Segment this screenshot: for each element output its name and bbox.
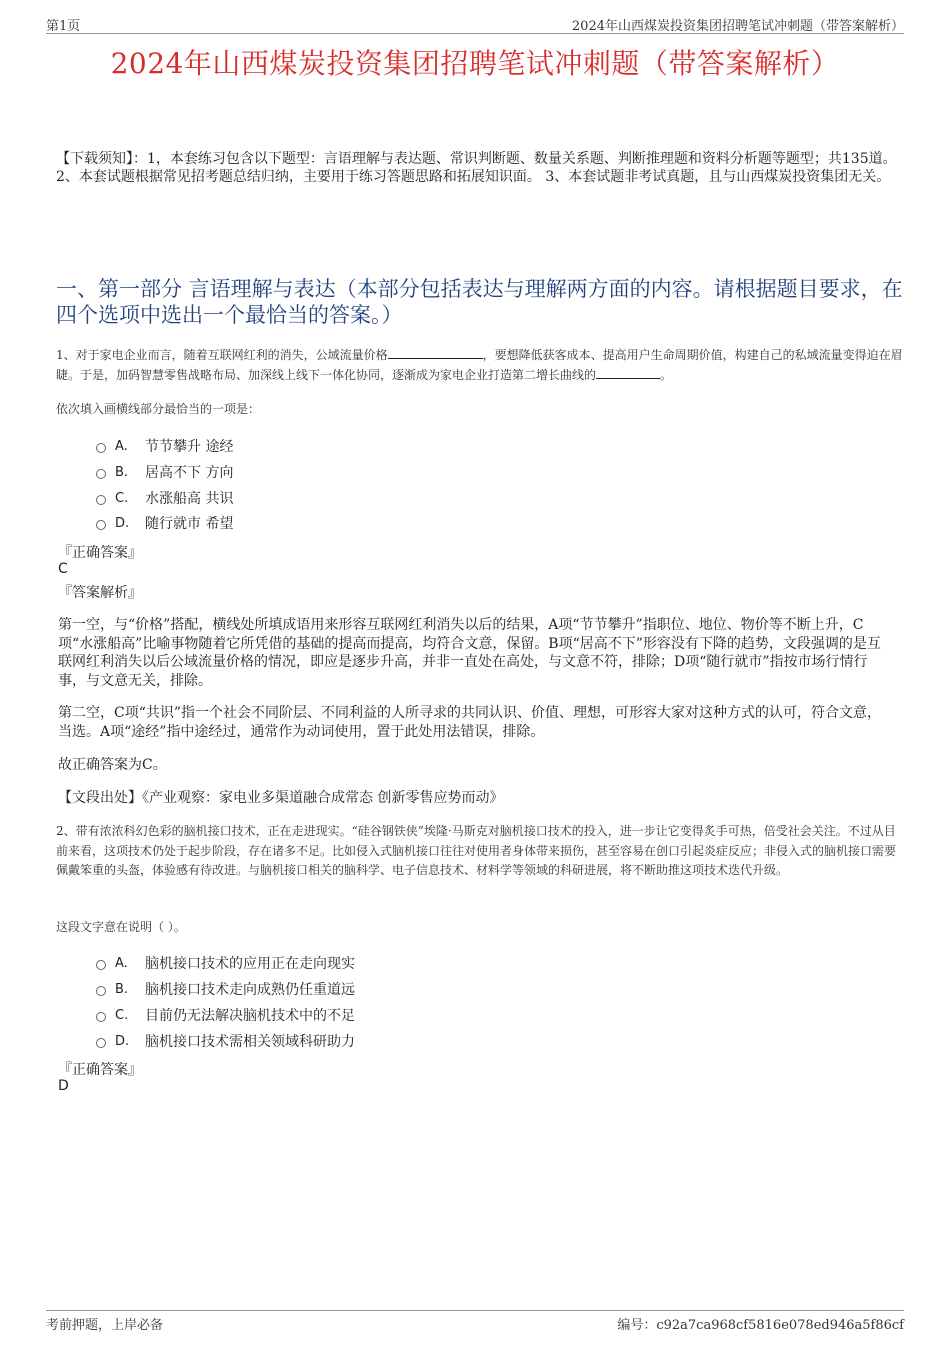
q1-answer-label: 『正确答案』 bbox=[58, 545, 142, 561]
radio-icon[interactable] bbox=[96, 469, 106, 479]
q1-option-a[interactable] bbox=[96, 436, 233, 456]
q2-option-d[interactable] bbox=[96, 1031, 355, 1051]
option-letter: D. bbox=[115, 515, 130, 531]
q1-source: 【文段出处】《产业观察：家电业多渠道融合成常态 创新零售应势而动》 bbox=[58, 790, 504, 806]
question-1-text-part2: ，要想降低获客成本、提高用户生命周期价值，构建自己的私域流量变得迫在眉睫。于是，加码智慧零售战略布局、加深线上线下一体化协同，逐渐成为家电企业打造第二增长曲线的 bbox=[56, 348, 903, 382]
option-letter: B. bbox=[115, 981, 129, 997]
option-text: 脑机接口技术走向成熟仍任重道远 bbox=[145, 982, 355, 998]
q2-option-c[interactable] bbox=[96, 1005, 355, 1025]
header-doc-title: 2024年山西煤炭投资集团招聘笔试冲刺题（带答案解析） bbox=[571, 19, 904, 34]
page-number: 第1页 bbox=[46, 19, 81, 34]
question-1-text-part1: 1、对于家电企业而言，随着互联网红利的消失，公域流量价格 bbox=[56, 348, 388, 362]
document-title: 2024年山西煤炭投资集团招聘笔试冲刺题（带答案解析） bbox=[110, 47, 840, 80]
q1-answer: C bbox=[58, 561, 68, 577]
q2-option-a[interactable] bbox=[96, 953, 355, 973]
header-divider bbox=[46, 33, 904, 34]
option-text: 脑机接口技术需相关领域科研助力 bbox=[145, 1034, 355, 1050]
question-2-prompt: 这段文字意在说明（ ）。 bbox=[56, 920, 186, 934]
footer-slogan: 考前押题，上岸必备 bbox=[46, 1318, 164, 1333]
q2-option-b[interactable] bbox=[96, 979, 355, 999]
radio-icon[interactable] bbox=[96, 1038, 106, 1048]
radio-icon[interactable] bbox=[96, 1012, 106, 1022]
question-1-prompt: 依次填入画横线部分最恰当的一项是： bbox=[56, 402, 261, 416]
option-letter: C. bbox=[115, 1007, 129, 1023]
radio-icon[interactable] bbox=[96, 960, 106, 970]
footer-divider bbox=[46, 1310, 904, 1311]
option-letter: A. bbox=[115, 955, 128, 971]
download-notice: 【下载须知】：1，本套练习包含以下题型：言语理解与表达题、常识判断题、数量关系题、判断推理题和资料分析题等题型；共135道。 2、本套试题根据常见招考题总结归纳，主要用于练习答题思路和拓展知识面。 3、本套试题非考试真题，且与山西煤炭投资集团无关。 bbox=[56, 151, 897, 185]
radio-icon[interactable] bbox=[96, 443, 106, 453]
q1-analysis-label: 『答案解析』 bbox=[58, 585, 142, 601]
option-text: 脑机接口技术的应用正在走向现实 bbox=[145, 956, 355, 972]
q1-option-c[interactable] bbox=[96, 488, 233, 508]
option-text: 节节攀升 途经 bbox=[145, 439, 234, 455]
option-letter: B. bbox=[115, 464, 129, 480]
option-text: 居高不下 方向 bbox=[145, 465, 234, 481]
question-1-text bbox=[56, 346, 904, 385]
option-letter: A. bbox=[115, 438, 128, 454]
section-title: 一、第一部分 言语理解与表达（本部分包括表达与理解两方面的内容。请根据题目要求，在四个选项中选出一个最恰当的答案。） bbox=[56, 277, 903, 327]
option-text: 目前仍无法解决脑机技术中的不足 bbox=[145, 1008, 355, 1024]
q1-option-d[interactable] bbox=[96, 513, 233, 533]
question-2-text: 2、带有浓浓科幻色彩的脑机接口技术，正在走进现实。“硅谷钢铁侠”埃隆·马斯克对脑机接口技术的投入，进一步让它变得炙手可热，倍受社会关注。不过从目前来看，这项技术仍处于起步阶段，存在诸多不足。比如侵入式脑机接口往往对使用者身体带来损伤，甚至容易在创口引起炎症反应；非侵入式的脑机接口需要佩戴笨重的头盔，体验感有待改进。与脑机接口相关的脑科学、电子信息技术、材料学等领域的科研进展，将不断助推这项技术迭代升级。 bbox=[56, 824, 897, 877]
q2-answer-label: 『正确答案』 bbox=[58, 1062, 142, 1078]
option-letter: D. bbox=[115, 1033, 130, 1049]
q1-analysis-paragraph: 第一空，与“价格”搭配，横线处所填成语用来形容互联网红利消失以后的结果，A项“节节攀升”指职位、地位、物价等不断上升，C项“水涨船高”比喻事物随着它所凭借的基础的提高而提高，均符合文意，保留。B项“居高不下”形容没有下降的趋势，文段强调的是互联网红利消失以后公域流量价格的情况，即应是逐步升高，并非一直处在高处，与文意不符，排除；D项“随行就市”指按市场行情行事，与文意无关，排除。 bbox=[58, 617, 881, 689]
option-letter: C. bbox=[115, 490, 129, 506]
fill-blank-1 bbox=[388, 346, 483, 359]
radio-icon[interactable] bbox=[96, 495, 106, 505]
option-text: 水涨船高 共识 bbox=[145, 491, 234, 507]
q1-analysis-paragraph: 第二空，C项“共识”指一个社会不同阶层、不同利益的人所寻求的共同认识、价值、理想，可形容大家对这种方式的认可，符合文意，当选。A项“途经”指中途经过，通常作为动词使用，置于此处用法错误，排除。 bbox=[58, 705, 882, 740]
radio-icon[interactable] bbox=[96, 520, 106, 530]
radio-icon[interactable] bbox=[96, 986, 106, 996]
q1-analysis-conclusion: 故正确答案为C。 bbox=[58, 757, 167, 773]
question-1-text-part3: 。 bbox=[660, 367, 673, 382]
q1-option-b[interactable] bbox=[96, 462, 233, 482]
footer-document-id: 编号：c92a7ca968cf5816e078ed946a5f86cf bbox=[617, 1318, 904, 1333]
q2-answer: D bbox=[58, 1078, 69, 1094]
option-text: 随行就市 希望 bbox=[145, 516, 234, 532]
fill-blank-2 bbox=[596, 366, 660, 379]
